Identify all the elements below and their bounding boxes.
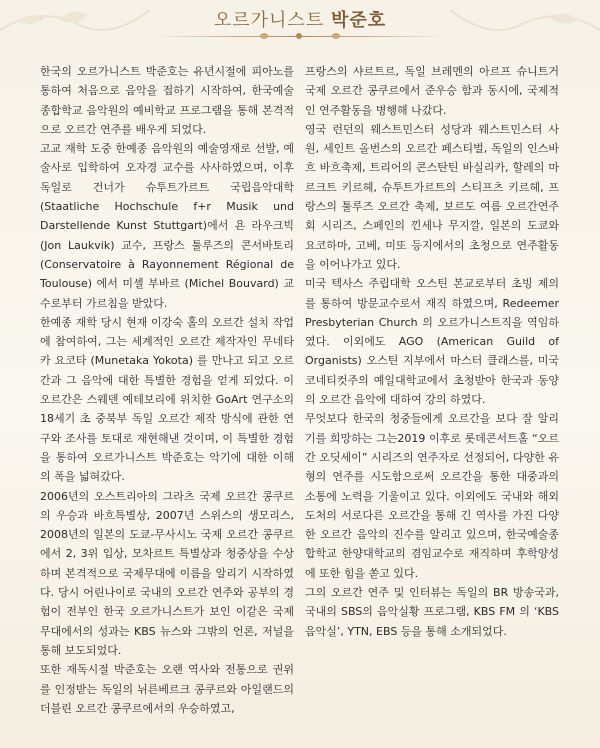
corner-leaf-decoration-icon xyxy=(0,0,150,60)
body-paragraph: 한국의 오르가니스트 박준호는 유년시절에 피아노를 통하여 처음으로 음악을 접하기 시작하여, 한국예술종합학교 음악원의 예비학교 프로그램을 통해 본격적으로 오르간 연주를 배우게 되었다. xyxy=(40,65,294,136)
body-paragraph: 그의 오르간 연주 및 인터뷰는 독일의 BR 방송국과, 국내의 SBS의 음악실황 프로그램, KBS FM 의 ‘KBS 음악실’, YTN, EBS 등을 통해 소개되었다. xyxy=(305,586,559,638)
title-name: 박준호 xyxy=(330,10,387,31)
body-paragraph: 한예종 재학 당시 현재 이강숙 홀의 오르간 설치 작업에 참여하여, 그는 세계적인 오르간 제작자인 무네타카 요코타 (Munetaka Yokota) 를 만나고 되고 오르간과 그 음악에 대한 특별한 경험을 얻게 되었다. 이 오르간은 스웨덴 예테보리에 위치한 GoArt 연구소의 18세기 초 중북부 독일 오르간 제작 방식에 관한 연구와 조사를 토대로 재현해낸 것이며, 이 특별한 경험을 통하여 오르가니스트 박준호는 악기에 대한 이해의 폭을 넓혀갔다. xyxy=(40,315,294,484)
left-column xyxy=(40,62,294,718)
body-paragraph: 무엇보다 한국의 청중들에게 오르간을 보다 잘 알리기를 희망하는 그는2019 이후로 롯데콘서트홀 “오르간 오딧세이” 시리즈의 연주자로 선정되어, 다양한 유형의 연주를 시도함으로써 오르간을 통한 대중과의 소통에 노력을 기울이고 있다. 이외에도 국내와 해외 도처의 서로다른 오르간을 통해 긴 역사를 가진 다양한 오르간 음악의 진수를 알리고 있으며, 한국예술종합학교 한양대학교의 겸임교수로 재직하며 후학양성에 또한 힘을 쏟고 있다. xyxy=(305,412,559,580)
body-paragraph: 프랑스의 샤르트르, 독일 브레멘의 아르프 슈니트거 국제 오르간 콩쿠르에서 준우승 함과 동시에, 국제적인 연주활동을 병행해 나갔다. xyxy=(305,65,559,117)
title-prefix: 오르가니스트 xyxy=(213,10,325,31)
body-paragraph: 미국 텍사스 주립대학 오스틴 본교로부터 초빙 제의를 통하여 방문교수로서 재직 하였으며, Redeemer Presbyterian Church 의 오르가니스트직을 역임하였다. 이외에도 AGO (American Guild of Organists) 오스틴 지부에서 마스터 클래스를, 미국 코네티컷주의 예일대학교에서 초청받아 한국과 동양의 오르간 음악에 대하여 강의 하였다. xyxy=(305,277,559,407)
body-paragraph: 고교 재학 도중 한예종 음악원의 예술영재로 선발, 예술사로 입학하여 오자경 교수를 사사하였으며, 이후 독일로 건너가 슈투트가르트 국립음악대학 (Staatliche Hochschule f+r Musik und Darstellende Kunst Stuttgart)에서 욘 라우크빅 (Jon Laukvik) 교수, 프랑스 툴루즈의 콘서바토리 (Conservatoire à Rayonnement Régional de Toulouse) 에서 미셸 부바르 (Michel Bouvard) 교수로부터 가르침을 받았다. xyxy=(40,142,294,310)
corner-leaf-decoration-icon xyxy=(450,0,600,60)
ornament-leaf-icon xyxy=(330,30,342,42)
ornament-dot-icon xyxy=(296,33,302,39)
body-paragraph: 또한 재독시절 박준호는 오랜 역사와 전통으로 권위를 인정받는 독일의 뉘른베르크 콩쿠르와 아일랜드의 더블린 오르간 콩쿠르에서의 우승하였고, xyxy=(40,663,294,715)
ornament-leaf-icon xyxy=(258,30,270,42)
body-paragraph: 영국 런던의 웨스트민스터 성당과 웨스트민스터 사원, 세인트 올번스의 오르간 페스티벌, 독일의 인스바흐 바흐축제, 트리어의 콘스탄틴 바실리카, 할레의 마르크트 키르헤, 슈투트가르트의 스티프츠 키르헤, 프랑스의 툴루즈 오르간 축제, 보르도 여름 오르간연주회 시리즈, 스페인의 낀세나 무지깔, 일본의 도쿄와 요코하마, 고베, 미또 등지에서의 초청으로 연주활동을 이어나가고 있다. xyxy=(305,122,559,271)
right-column xyxy=(305,62,559,641)
body-paragraph: 2006년의 오스트리아의 그라츠 국제 오르간 콩쿠르의 우승과 바흐특별상, 2007년 스위스의 생모리스, 2008년의 일본의 도쿄-무사시노 국제 오르간 콩쿠르에서 2, 3위 입상, 모차르트 특별상과 청중상을 수상하며 본격적으로 국제무대에 이름을 알리기 시작하였다. 당시 어린나이로 국내의 오르간 연주와 공부의 경험이 전부인 한국 오르가니스트가 보인 이같은 국제무대에서의 성과는 KBS 뉴스와 그밖의 언론, 저널을 통해 보도되었다. xyxy=(40,489,294,657)
